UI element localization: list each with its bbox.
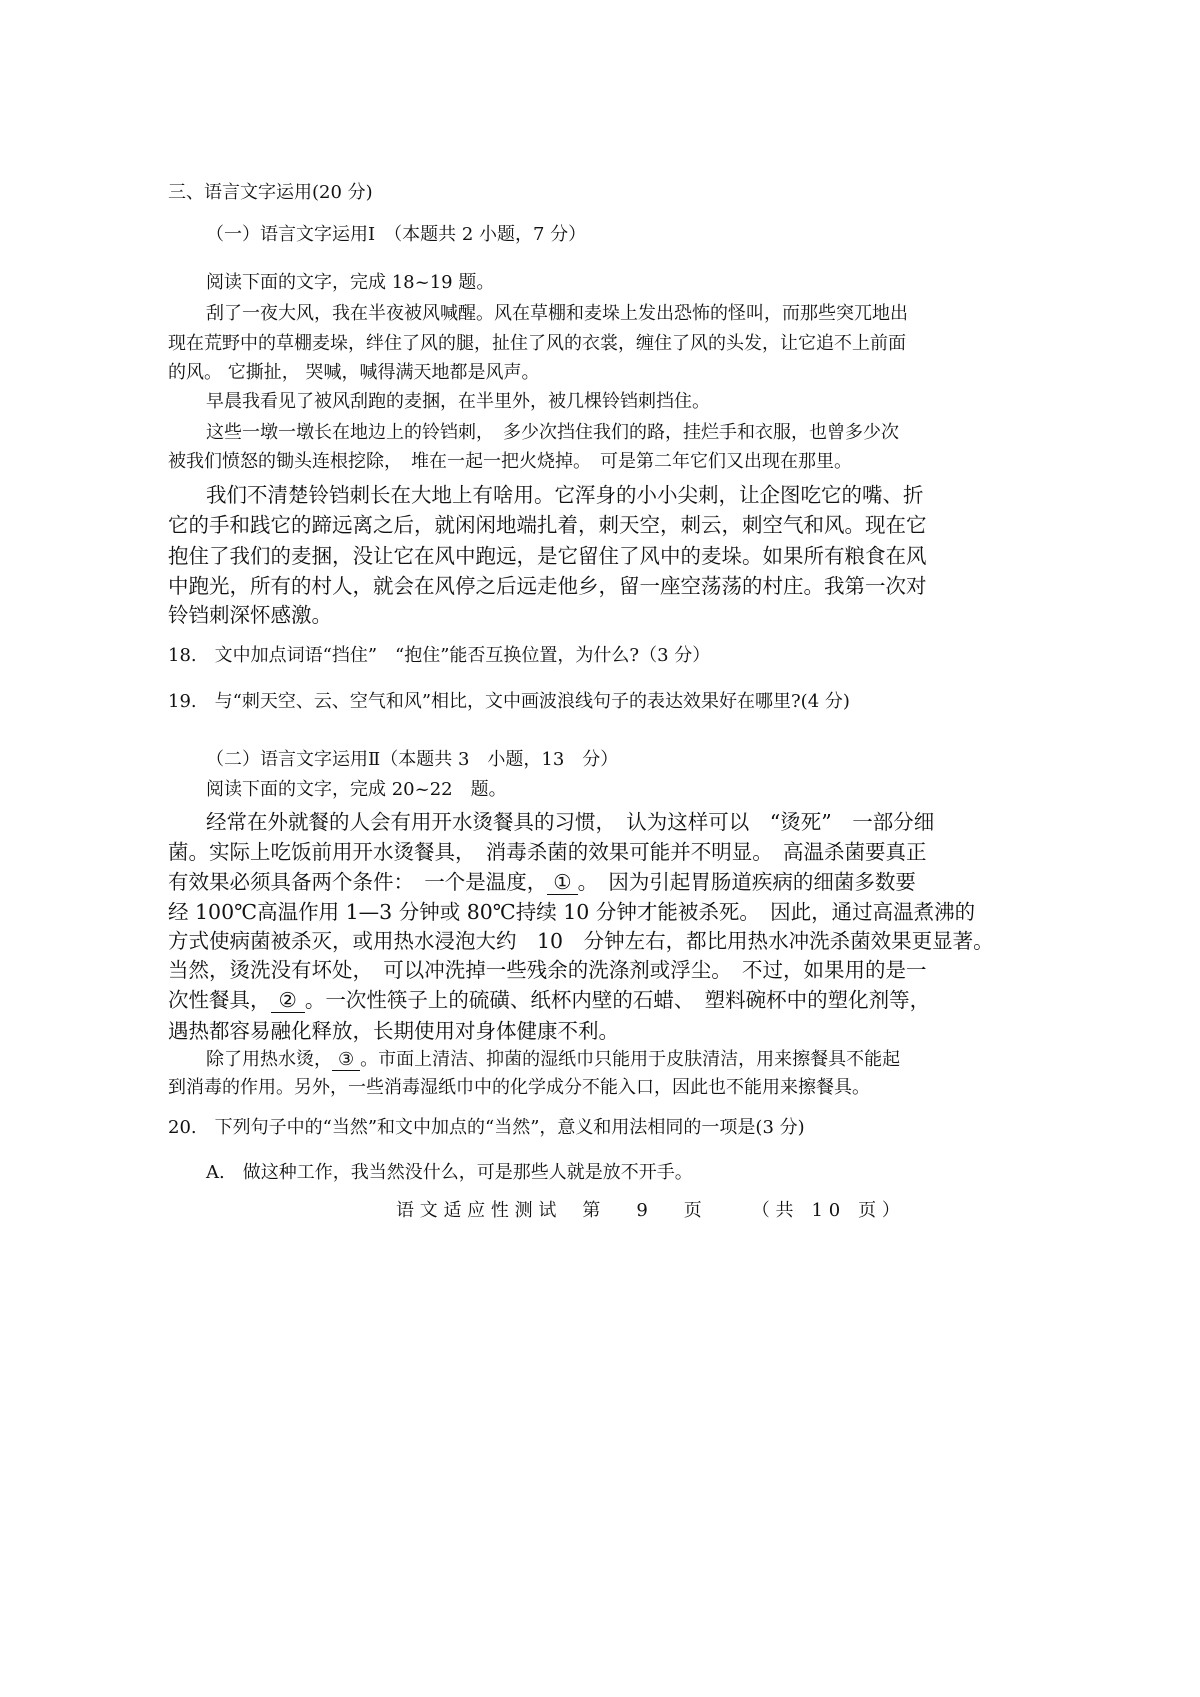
passage2-line3: [168, 865, 916, 895]
passage2-line7-start: 次性餐具，: [168, 988, 271, 1012]
passage2-line3-end: 。 因为引起胃肠道疾病的细菌多数要: [577, 870, 916, 894]
passage2-line1: 经常在外就餐的人会有用开水烫餐具的习惯， 认为这样可以 “烫死” 一部分细: [206, 810, 935, 834]
passage2-line7: [168, 983, 930, 1013]
passage1-p4-line1: 我们不清楚铃铛刺长在大地上有啥用。它浑身的小小尖刺，让企图吃它的嘴、折: [206, 483, 924, 507]
part2-instruction: 阅读下面的文字，完成 20~22 题。: [206, 779, 507, 800]
passage2-line7-end: 。一次性筷子上的硫磺、纸杯内壁的石蜡、 塑料碗杯中的塑化剂等，: [304, 988, 931, 1012]
blank-1: ①: [547, 870, 577, 895]
part1-instruction: 阅读下面的文字，完成 18~19 题。: [206, 272, 495, 293]
passage2-line6: 当然，烫洗没有坏处， 可以冲洗掉一些残余的洗涤剂或浮尘。 不过，如果用的是一: [168, 958, 927, 982]
question-20-option-a: A. 做这种工作，我当然没什么，可是那些人就是放不开手。: [206, 1162, 693, 1183]
footer-page-number: 第 9 页: [582, 1200, 702, 1221]
page-footer: [396, 1196, 900, 1222]
passage1-p1-line2: 现在荒野中的草棚麦垛，绊住了风的腿，扯住了风的衣裳，缠住了风的头发，让它追不上前面: [168, 333, 906, 354]
passage2-p2-line1-end: 。市面上清洁、抑菌的湿纸巾只能用于皮肤清洁，用来擦餐具不能起: [360, 1049, 901, 1070]
passage2-line2: 菌。实际上吃饭前用开水烫餐具， 消毒杀菌的效果可能并不明显。 高温杀菌要真正: [168, 840, 927, 864]
passage2-p2-line2: 到消毒的作用。另外，一些消毒湿纸巾中的化学成分不能入口，因此也不能用来擦餐具。: [168, 1077, 870, 1098]
passage1-p3-line2: 被我们愤怒的锄头连根挖除， 堆在一起一把火烧掉。 可是第二年它们又出现在那里。: [168, 451, 852, 472]
passage2-line3-start: 有效果必须具备两个条件： 一个是温度，: [168, 870, 548, 894]
part1-heading: （一）语言文字运用Ⅰ （本题共 2 小题，7 分）: [206, 224, 587, 245]
passage1-p3-line1: 这些一墩一墩长在地边上的铃铛刺， 多少次挡住我们的路，挂烂手和衣服，也曾多少次: [206, 422, 899, 443]
passage2-p2-line1-start: 除了用热水烫，: [206, 1049, 332, 1070]
footer-test-name: 语 文 适 应 性 测 试: [396, 1200, 557, 1221]
passage2-line4: 经 100℃高温作用 1—3 分钟或 80℃持续 10 分钟才能被杀死。 因此，通过高温煮沸的: [168, 900, 976, 924]
question-18: 18. 文中加点词语“挡住” “抱住”能否互换位置，为什么?（3 分）: [168, 645, 711, 666]
passage1-p4-line3: 抱住了我们的麦捆，没让它在风中跑远，是它留住了风中的麦垛。如果所有粮食在风: [168, 544, 927, 568]
blank-3: ③: [332, 1049, 360, 1071]
question-20: 20. 下列句子中的“当然”和文中加点的“当然”，意义和用法相同的一项是(3 分): [168, 1117, 805, 1138]
passage1-p4-line4: 中跑光，所有的村人，就会在风停之后远走他乡，留一座空荡荡的村庄。我第一次对: [168, 574, 927, 598]
passage1-p1-line1: 刮了一夜大风，我在半夜被风喊醒。风在草棚和麦垛上发出恐怖的怪叫，而那些突兀地出: [206, 303, 908, 324]
passage2-p2-line1: [206, 1045, 900, 1071]
footer-total-pages: （ 共 1 0 页 ）: [751, 1200, 900, 1221]
question-19: 19. 与“刺天空、云、空气和风”相比，文中画波浪线句子的表达效果好在哪里?(4 分): [168, 691, 850, 712]
passage1-p4-line5: 铃铛刺深怀感激。: [168, 603, 332, 627]
passage2-line5: 方式使病菌被杀灭，或用热水浸泡大约 10 分钟左右，都比用热水冲洗杀菌效果更显著。: [168, 929, 994, 953]
passage1-p2: 早晨我看见了被风刮跑的麦捆，在半里外，被几棵铃铛刺挡住。: [206, 391, 710, 412]
part2-heading: （二）语言文字运用Ⅱ（本题共 3 小题，13 分）: [206, 749, 619, 770]
passage1-p1-line3: 的风。 它撕扯， 哭喊，喊得满天地都是风声。: [168, 362, 540, 383]
section-title: 三、语言文字运用(20 分): [168, 182, 373, 203]
passage1-p4-line2: 它的手和践它的蹄远离之后，就闲闲地端扎着，刺天空，刺云，刺空气和风。现在它: [168, 513, 927, 537]
blank-2: ②: [271, 988, 305, 1013]
passage2-line8: 遇热都容易融化释放，长期使用对身体健康不利。: [168, 1019, 619, 1043]
